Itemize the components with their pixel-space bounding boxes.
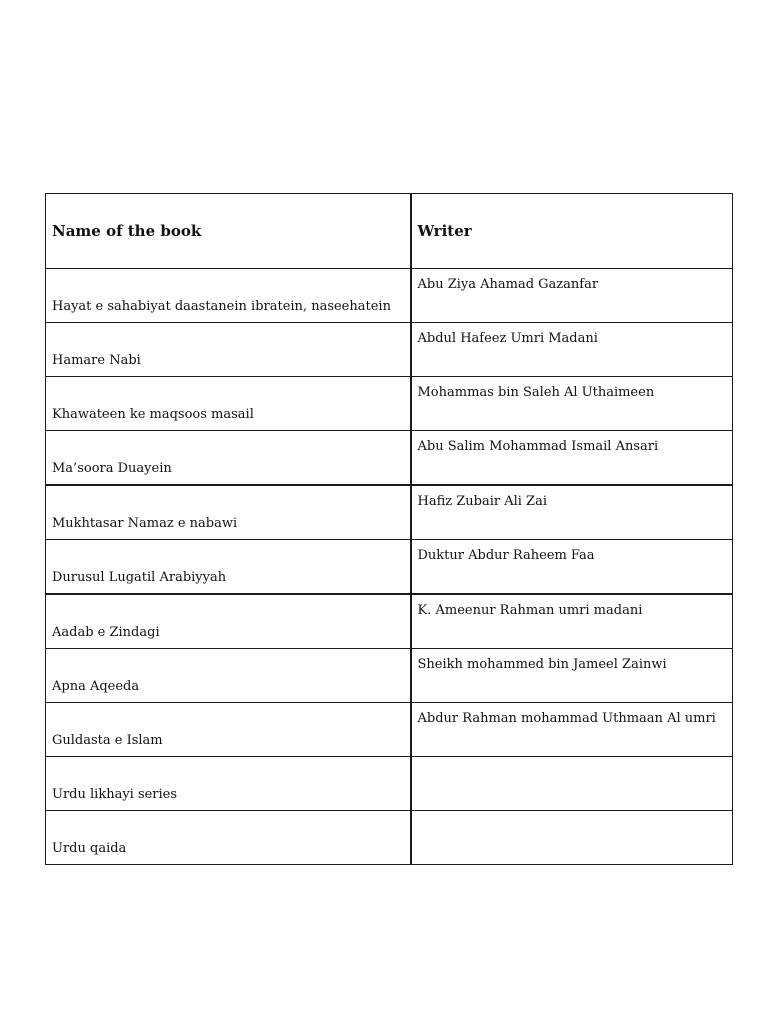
book-name-cell: Mukhtasar Namaz e nabawi [46,485,411,540]
book-name-cell: Khawateen ke maqsoos masail [46,377,411,431]
writer-cell [411,811,733,865]
table-row [46,377,733,431]
table-row [46,540,733,595]
writer-cell: Hafiz Zubair Ali Zai [411,485,733,540]
table-row [46,431,733,486]
writer-cell [411,757,733,811]
book-name-cell: Aadab e Zindagi [46,594,411,649]
table-row [46,269,733,323]
writer-cell: Abdul Hafeez Umri Madani [411,323,733,377]
table-row [46,594,733,649]
writer-cell: K. Ameenur Rahman umri madani [411,594,733,649]
writer-cell: Abu Salim Mohammad Ismail Ansari [411,431,733,486]
writer-cell: Abu Ziya Ahamad Gazanfar [411,269,733,323]
book-name-cell: Ma’soora Duayein [46,431,411,486]
table-row [46,757,733,811]
writer-cell: Duktur Abdur Raheem Faa [411,540,733,595]
table-row [46,323,733,377]
book-name-cell: Urdu likhayi series [46,757,411,811]
book-name-cell: Hamare Nabi [46,323,411,377]
table-row [46,485,733,540]
header-writer: Writer [411,194,733,269]
book-name-cell: Urdu qaida [46,811,411,865]
book-name-cell: Apna Aqeeda [46,649,411,703]
table-header-row [46,194,733,269]
writer-cell: Sheikh mohammed bin Jameel Zainwi [411,649,733,703]
writer-cell: Mohammas bin Saleh Al Uthaimeen [411,377,733,431]
writer-cell: Abdur Rahman mohammad Uthmaan Al umri [411,703,733,757]
table-row [46,649,733,703]
table-row [46,811,733,865]
header-book-name: Name of the book [46,194,411,269]
books-table [45,193,733,865]
table-row [46,703,733,757]
book-name-cell: Durusul Lugatil Arabiyyah [46,540,411,595]
book-name-cell: Hayat e sahabiyat daastanein ibratein, naseehatein [46,269,411,323]
book-name-cell: Guldasta e Islam [46,703,411,757]
